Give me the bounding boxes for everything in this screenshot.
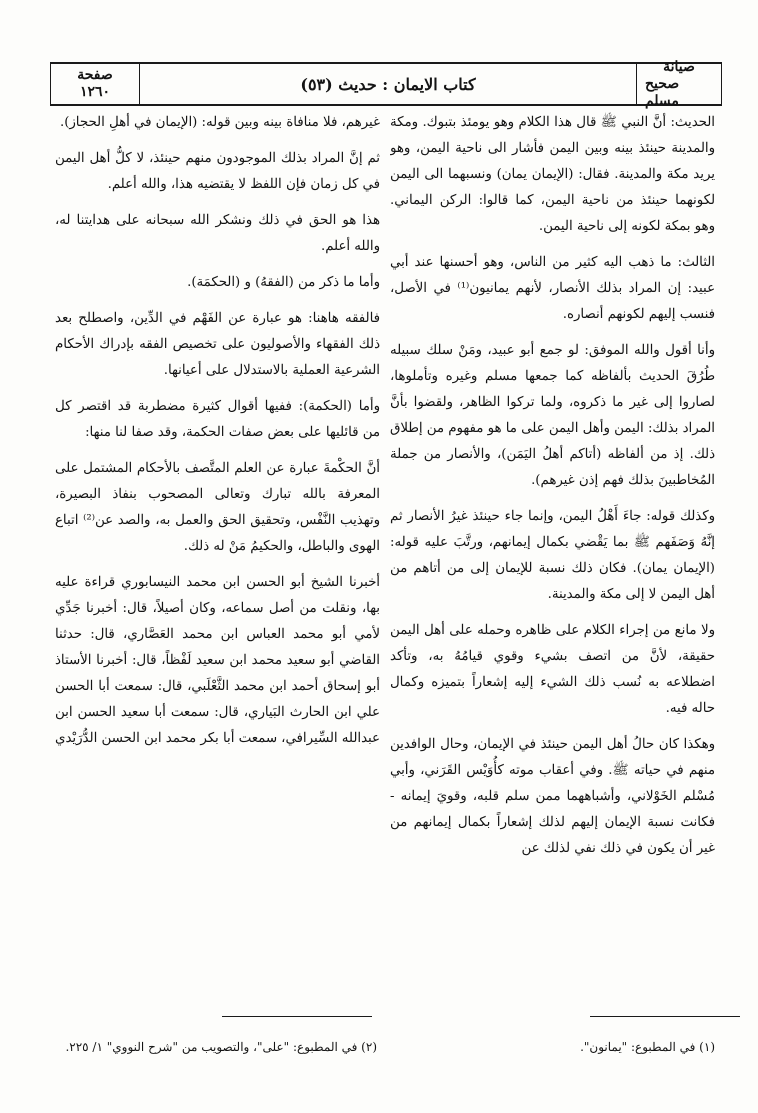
page-number: ١٢٦٠ [79, 84, 111, 100]
paragraph: وأنا أقول والله الموفق: لو جمع أبو عبيد، ومَنْ سلك سبيله طُرُقَ الحديث بألفاظه كما جمعها مسلم وغيره وتأملوها، لصاروا إلى غير ما ذكروه، ولما تركوا الظاهر، ولقضوا بأنَّ المراد بذلك: اليمن وأهل اليمن على ما هو مفهوم من إطلاق ذلك. إذ من ألفاظه (أتاكم أهلُ اليَمَن)، والأنصار من جملة المُخاطبينَ بذلك فهم إذن غيرهم). [390, 343, 715, 488]
paragraph: أخبرنا الشيخ أبو الحسن ابن محمد النيسابوري قراءة عليه بها، ونقلت من أصل سماعه، وكان أصيلاً، قال: أخبرنا جَدِّي لأمي أبو محمد العباس ابن محمد العَصَّاري، قال: حدثنا القاضي أبو سعيد محمد ابن سعيد لَفْظاً، قال: أخبرنا الأستاذ أبو إسحاق أحمد ابن محمد الثَّعْلَبي، قال: سمعت أبا الحسن علي ابن الحارث البَياري، قال: سمعت أبا سعيد الحسن ابن عبدالله السِّيرافي، سمعت أبا بكر محمد ابن الحسن الدُّرَيْدي [55, 575, 380, 746]
left-column [55, 110, 380, 980]
paragraph: ثم إنَّ المراد بذلك الموجودون منهم حينئذ، لا كلُّ أهل اليمن في كل زمان فإن اللفظ لا يقتضيه هذا، والله أعلم. [55, 151, 380, 192]
chapter-title: كتاب الايمان : حديث (٥٣) [300, 74, 476, 94]
paragraph: وأما (الحكمة): ففيها أقوال كثيرة مضطربة قد اقتصر كل من قائليها على بعض صفات الحكمة، وقد صفا لنا منها: [55, 399, 380, 440]
book-title-line2: صحيح مسلم [644, 75, 680, 109]
book-title-box [636, 58, 722, 109]
page-number-box [50, 64, 140, 104]
footnote-divider [222, 1016, 372, 1017]
page-label: صفحة [77, 67, 113, 83]
footnote-divider [590, 1016, 740, 1017]
paragraph: الحديث: أنَّ النبي ﷺ قال هذا الكلام وهو يومئذ بتبوك. ومكة والمدينة حينئذ بينه وبين اليمن فأشار الى ناحية اليمن، وهو يريد مكة والمدينة. فقال: (الإيمان يمان) ونسبهما الى اليمن لكونهما حينئذ من ناحية اليمن، كما قالوا: الركن اليماني. وهو بمكة لكونه إلى ناحية اليمن. [390, 115, 715, 234]
paragraph: فالفقه هاهنا: هو عبارة عن الفَهْم في الدِّين، واصطلح بعد ذلك الفقهاء والأصوليون على تخصيص الفقه بإدراك الأحكام الشرعية العملية بالاستدلال على أعيانها. [55, 311, 380, 378]
book-title-line1: صيانة [663, 58, 695, 75]
footnote-1: (١) في المطبوع: "يمانون". [580, 1040, 715, 1054]
paragraph: هذا هو الحق في ذلك ونشكر الله سبحانه على هدايتنا له، والله أعلم. [55, 213, 380, 254]
paragraph: وكذلك قوله: جاءَ أَهْلُ اليمن، وإنما جاء حينئذ غيرُ الأنصار ثم إنَّهُ وَصَفَهم ﷺ بما يَقْضي بكمال إيمانهم، ورتَّبَ عليه قوله: (الإيمان يمان). فكان ذلك نسبة للإيمان إلى من أتاهم من أهل اليمن لا إلى مكة والمدينة. [390, 509, 715, 602]
paragraph: وهكذا كان حالُ أهل اليمن حينئذ في الإيمان، وحال الوافدين منهم في حياته ﷺ. وفي أعقاب موته كأُوَيْس القَرَني، وأبي مُسْلم الخَوْلاني، وأشباههما ممن سلم قلبه، وقويَ إيمانه - فكانت نسبة الإيمان إليهم لذلك إشعاراً بكمال إيمانهم من غير أن يكون في ذلك نفي لذلك عن [390, 737, 715, 856]
paragraph: غيرهم، فلا منافاة بينه وبين قوله: (الإيمان في أهلِ الحجاز). [59, 115, 380, 130]
paragraph: ولا مانع من إجراء الكلام على ظاهره وحمله على أهل اليمن حقيقة، لأنَّ من اتصف بشيء وقوي قيامُهُ به، وتأكد اضطلاعه به نُسب ذلك الشيء إليه إشعاراً بتميزه وكمال حاله فيه. [390, 623, 715, 716]
footnote-2: (٢) في المطبوع: "على"، والتصويب من "شرح النووي" ١/ ٢٢٥. [65, 1040, 377, 1054]
running-header [50, 58, 722, 109]
paragraph: الثالث: ما ذهب اليه كثير من الناس، وهو أحسنها عند أبي عبيد: إن المراد بذلك الأنصار، لأنهم يمانيون⁽¹⁾ في الأصل، فنسب إليهم لكونهم أنصاره. [390, 255, 715, 322]
paragraph: أنَّ الحكْمةَ عبارة عن العلم المتَّصف بالأحكام المشتمل على المعرفة بالله تبارك وتعالى المصحوب بنفاذ البصيرة، وتهذيب النَّفْس، وتحقيق الحق والعمل به، والصد عن⁽²⁾ اتباع الهوى والباطل، والحكيمُ مَنْ له ذلك. [55, 461, 380, 554]
right-column [390, 110, 715, 980]
paragraph: وأما ما ذكر من (الفقهُ) و (الحكمَة). [187, 275, 380, 290]
